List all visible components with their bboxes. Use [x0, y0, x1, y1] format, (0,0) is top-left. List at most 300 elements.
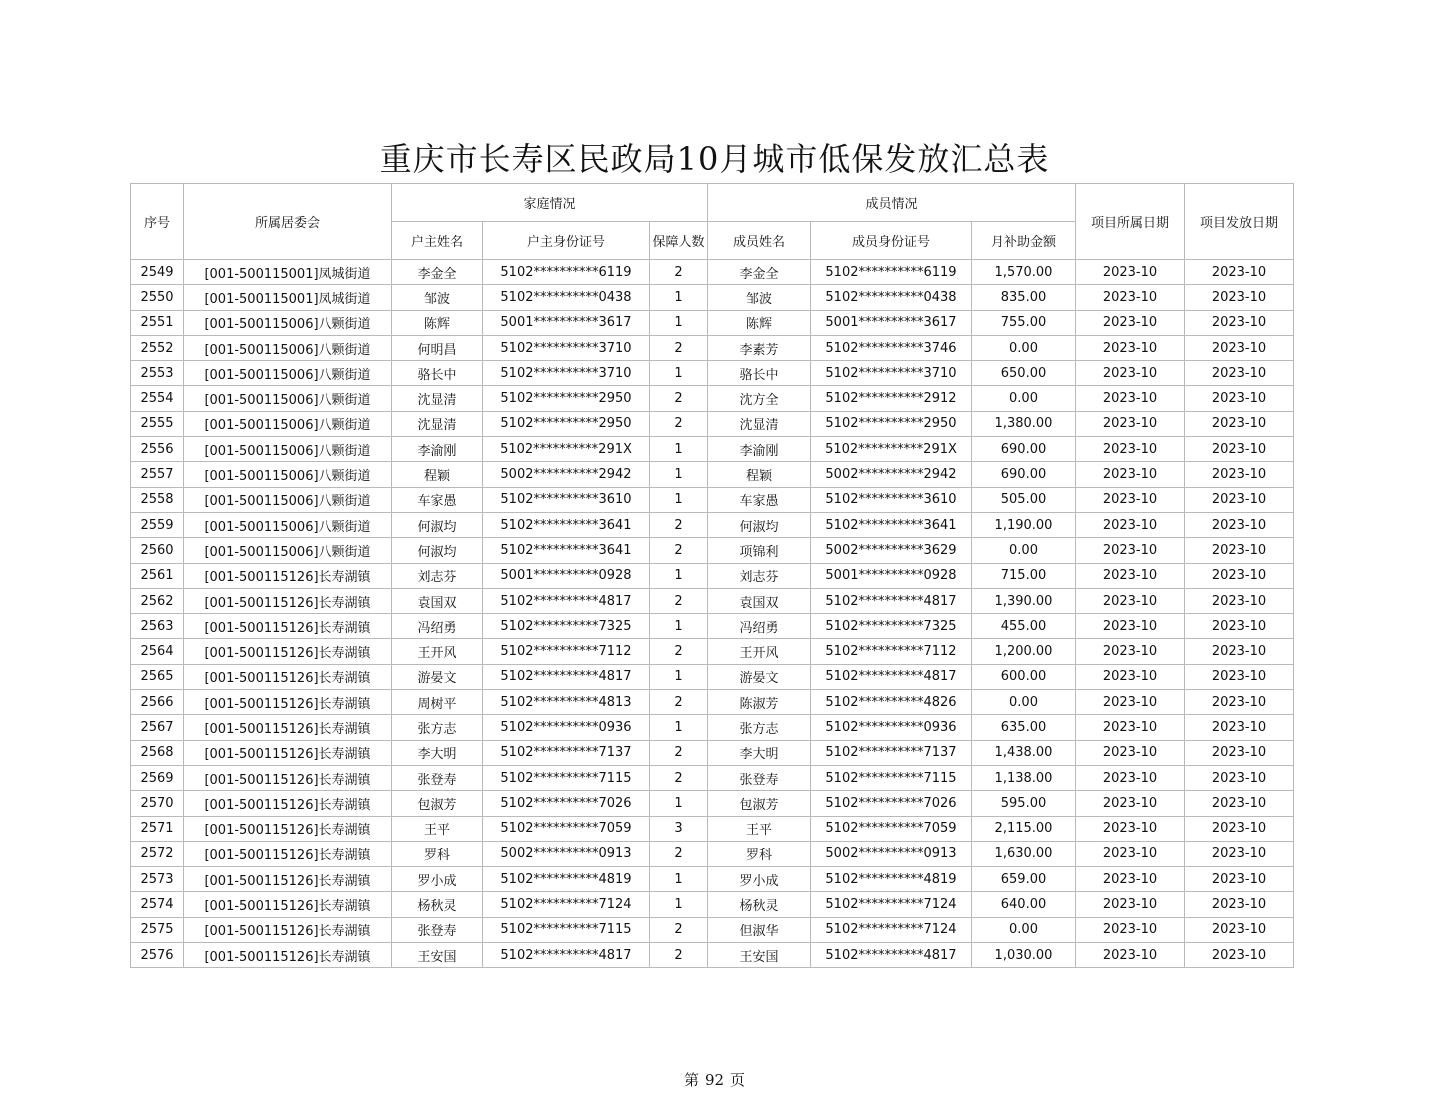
cell-committee: [001-500115126]长寿湖镇 — [184, 588, 392, 613]
cell-member-id: 5001**********3617 — [811, 310, 972, 335]
cell-monthly-amount: 455.00 — [972, 614, 1076, 639]
cell-head-name: 袁国双 — [392, 588, 483, 613]
cell-monthly-amount: 690.00 — [972, 462, 1076, 487]
cell-member-id: 5002**********3629 — [811, 538, 972, 563]
cell-monthly-amount: 0.00 — [972, 917, 1076, 942]
table-row — [131, 917, 1294, 942]
cell-committee: [001-500115126]长寿湖镇 — [184, 690, 392, 715]
cell-member-id: 5102**********7325 — [811, 614, 972, 639]
cell-belong-date: 2023-10 — [1076, 664, 1185, 689]
table-row — [131, 816, 1294, 841]
cell-member-id: 5102**********2950 — [811, 411, 972, 436]
cell-belong-date: 2023-10 — [1076, 310, 1185, 335]
cell-head-id: 5102**********7112 — [483, 639, 650, 664]
cell-monthly-amount: 1,190.00 — [972, 512, 1076, 537]
cell-head-id: 5102**********4817 — [483, 943, 650, 968]
table-row — [131, 386, 1294, 411]
cell-insured-count: 2 — [650, 411, 708, 436]
cell-member-name: 陈淑芳 — [708, 690, 811, 715]
header-member-name: 成员姓名 — [708, 222, 811, 260]
cell-monthly-amount: 1,138.00 — [972, 765, 1076, 790]
cell-member-id: 5102**********7115 — [811, 765, 972, 790]
cell-member-name: 程颖 — [708, 462, 811, 487]
cell-monthly-amount: 755.00 — [972, 310, 1076, 335]
cell-member-id: 5102**********0936 — [811, 715, 972, 740]
cell-seq: 2572 — [131, 841, 184, 866]
cell-member-id: 5102**********291X — [811, 437, 972, 462]
cell-committee: [001-500115006]八颗街道 — [184, 512, 392, 537]
cell-insured-count: 1 — [650, 664, 708, 689]
cell-seq: 2566 — [131, 690, 184, 715]
cell-insured-count: 2 — [650, 841, 708, 866]
table-row — [131, 487, 1294, 512]
cell-belong-date: 2023-10 — [1076, 437, 1185, 462]
cell-monthly-amount: 640.00 — [972, 892, 1076, 917]
cell-committee: [001-500115006]八颗街道 — [184, 310, 392, 335]
cell-belong-date: 2023-10 — [1076, 285, 1185, 310]
cell-committee: [001-500115001]凤城街道 — [184, 285, 392, 310]
cell-belong-date: 2023-10 — [1076, 411, 1185, 436]
cell-insured-count: 2 — [650, 538, 708, 563]
table-row — [131, 639, 1294, 664]
cell-member-name: 杨秋灵 — [708, 892, 811, 917]
cell-seq: 2564 — [131, 639, 184, 664]
cell-member-name: 骆长中 — [708, 361, 811, 386]
cell-committee: [001-500115006]八颗街道 — [184, 487, 392, 512]
cell-head-id: 5102**********3641 — [483, 538, 650, 563]
cell-insured-count: 1 — [650, 437, 708, 462]
cell-member-name: 王安国 — [708, 943, 811, 968]
cell-member-name: 沈显清 — [708, 411, 811, 436]
cell-issue-date: 2023-10 — [1185, 563, 1294, 588]
cell-issue-date: 2023-10 — [1185, 512, 1294, 537]
table-row — [131, 310, 1294, 335]
cell-committee: [001-500115126]长寿湖镇 — [184, 892, 392, 917]
cell-member-id: 5102**********7026 — [811, 791, 972, 816]
page-number: 92 — [704, 1071, 725, 1089]
cell-seq: 2555 — [131, 411, 184, 436]
cell-head-name: 游晏文 — [392, 664, 483, 689]
cell-monthly-amount: 600.00 — [972, 664, 1076, 689]
cell-seq: 2570 — [131, 791, 184, 816]
cell-insured-count: 3 — [650, 816, 708, 841]
cell-committee: [001-500115126]长寿湖镇 — [184, 943, 392, 968]
cell-member-name: 沈方全 — [708, 386, 811, 411]
cell-committee: [001-500115126]长寿湖镇 — [184, 867, 392, 892]
cell-committee: [001-500115126]长寿湖镇 — [184, 563, 392, 588]
header-head-id: 户主身份证号 — [483, 222, 650, 260]
cell-member-name: 张方志 — [708, 715, 811, 740]
table-row — [131, 614, 1294, 639]
cell-issue-date: 2023-10 — [1185, 639, 1294, 664]
cell-monthly-amount: 635.00 — [972, 715, 1076, 740]
cell-member-id: 5102**********3746 — [811, 335, 972, 360]
cell-head-name: 罗小成 — [392, 867, 483, 892]
cell-insured-count: 1 — [650, 791, 708, 816]
header-committee: 所属居委会 — [184, 184, 392, 260]
cell-issue-date: 2023-10 — [1185, 285, 1294, 310]
cell-member-name: 包淑芳 — [708, 791, 811, 816]
cell-belong-date: 2023-10 — [1076, 639, 1185, 664]
table-row — [131, 462, 1294, 487]
cell-issue-date: 2023-10 — [1185, 917, 1294, 942]
cell-head-name: 包淑芳 — [392, 791, 483, 816]
cell-head-id: 5102**********3610 — [483, 487, 650, 512]
cell-issue-date: 2023-10 — [1185, 588, 1294, 613]
cell-member-name: 王开风 — [708, 639, 811, 664]
cell-head-name: 李渝刚 — [392, 437, 483, 462]
cell-head-name: 刘志芬 — [392, 563, 483, 588]
cell-issue-date: 2023-10 — [1185, 740, 1294, 765]
cell-insured-count: 1 — [650, 310, 708, 335]
cell-committee: [001-500115126]长寿湖镇 — [184, 816, 392, 841]
cell-member-id: 5102**********7124 — [811, 917, 972, 942]
cell-head-id: 5102**********2950 — [483, 411, 650, 436]
cell-insured-count: 1 — [650, 892, 708, 917]
cell-head-name: 何淑均 — [392, 538, 483, 563]
cell-monthly-amount: 1,570.00 — [972, 260, 1076, 285]
cell-issue-date: 2023-10 — [1185, 361, 1294, 386]
table-row — [131, 867, 1294, 892]
cell-issue-date: 2023-10 — [1185, 892, 1294, 917]
cell-belong-date: 2023-10 — [1076, 386, 1185, 411]
cell-member-name: 罗小成 — [708, 867, 811, 892]
cell-seq: 2561 — [131, 563, 184, 588]
table-row — [131, 740, 1294, 765]
cell-monthly-amount: 835.00 — [972, 285, 1076, 310]
cell-member-id: 5102**********4826 — [811, 690, 972, 715]
cell-monthly-amount: 1,380.00 — [972, 411, 1076, 436]
cell-member-name: 冯绍勇 — [708, 614, 811, 639]
cell-insured-count: 2 — [650, 917, 708, 942]
page-footer — [0, 1069, 1429, 1090]
cell-insured-count: 2 — [650, 588, 708, 613]
cell-head-id: 5102**********0438 — [483, 285, 650, 310]
header-seq: 序号 — [131, 184, 184, 260]
cell-belong-date: 2023-10 — [1076, 487, 1185, 512]
cell-seq: 2550 — [131, 285, 184, 310]
table-row — [131, 260, 1294, 285]
cell-issue-date: 2023-10 — [1185, 715, 1294, 740]
cell-issue-date: 2023-10 — [1185, 335, 1294, 360]
cell-belong-date: 2023-10 — [1076, 791, 1185, 816]
cell-head-name: 张方志 — [392, 715, 483, 740]
cell-issue-date: 2023-10 — [1185, 614, 1294, 639]
table-row — [131, 841, 1294, 866]
cell-belong-date: 2023-10 — [1076, 740, 1185, 765]
cell-member-name: 张登寿 — [708, 765, 811, 790]
cell-insured-count: 2 — [650, 943, 708, 968]
cell-head-id: 5102**********2950 — [483, 386, 650, 411]
cell-head-name: 王平 — [392, 816, 483, 841]
cell-insured-count: 1 — [650, 867, 708, 892]
cell-committee: [001-500115126]长寿湖镇 — [184, 791, 392, 816]
table-row — [131, 892, 1294, 917]
cell-member-name: 李金全 — [708, 260, 811, 285]
cell-belong-date: 2023-10 — [1076, 462, 1185, 487]
cell-member-id: 5001**********0928 — [811, 563, 972, 588]
cell-head-name: 李大明 — [392, 740, 483, 765]
cell-monthly-amount: 595.00 — [972, 791, 1076, 816]
cell-belong-date: 2023-10 — [1076, 841, 1185, 866]
cell-seq: 2569 — [131, 765, 184, 790]
allowance-summary-table — [130, 183, 1294, 968]
cell-seq: 2557 — [131, 462, 184, 487]
cell-committee: [001-500115126]长寿湖镇 — [184, 765, 392, 790]
cell-insured-count: 1 — [650, 614, 708, 639]
cell-member-id: 5102**********4819 — [811, 867, 972, 892]
cell-monthly-amount: 690.00 — [972, 437, 1076, 462]
cell-head-id: 5102**********4813 — [483, 690, 650, 715]
cell-committee: [001-500115006]八颗街道 — [184, 538, 392, 563]
cell-head-name: 周树平 — [392, 690, 483, 715]
cell-belong-date: 2023-10 — [1076, 816, 1185, 841]
cell-seq: 2552 — [131, 335, 184, 360]
cell-seq: 2556 — [131, 437, 184, 462]
cell-issue-date: 2023-10 — [1185, 690, 1294, 715]
cell-seq: 2563 — [131, 614, 184, 639]
cell-committee: [001-500115126]长寿湖镇 — [184, 841, 392, 866]
cell-belong-date: 2023-10 — [1076, 690, 1185, 715]
header-head-name: 户主姓名 — [392, 222, 483, 260]
cell-insured-count: 2 — [650, 386, 708, 411]
cell-monthly-amount: 0.00 — [972, 538, 1076, 563]
cell-member-name: 但淑华 — [708, 917, 811, 942]
cell-member-name: 王平 — [708, 816, 811, 841]
cell-head-id: 5102**********291X — [483, 437, 650, 462]
cell-member-name: 袁国双 — [708, 588, 811, 613]
cell-head-name: 冯绍勇 — [392, 614, 483, 639]
table-row — [131, 512, 1294, 537]
cell-insured-count: 1 — [650, 487, 708, 512]
table-row — [131, 664, 1294, 689]
cell-head-id: 5002**********0913 — [483, 841, 650, 866]
cell-belong-date: 2023-10 — [1076, 512, 1185, 537]
cell-issue-date: 2023-10 — [1185, 791, 1294, 816]
cell-head-name: 何明昌 — [392, 335, 483, 360]
cell-head-id: 5102**********4817 — [483, 588, 650, 613]
cell-member-name: 李素芳 — [708, 335, 811, 360]
cell-head-id: 5102**********7115 — [483, 765, 650, 790]
table-row — [131, 588, 1294, 613]
cell-head-name: 车家愚 — [392, 487, 483, 512]
cell-insured-count: 1 — [650, 361, 708, 386]
cell-issue-date: 2023-10 — [1185, 386, 1294, 411]
cell-monthly-amount: 1,200.00 — [972, 639, 1076, 664]
table-row — [131, 563, 1294, 588]
cell-seq: 2551 — [131, 310, 184, 335]
cell-member-id: 5102**********4817 — [811, 943, 972, 968]
table-row — [131, 538, 1294, 563]
cell-insured-count: 2 — [650, 639, 708, 664]
cell-monthly-amount: 650.00 — [972, 361, 1076, 386]
cell-belong-date: 2023-10 — [1076, 538, 1185, 563]
cell-committee: [001-500115126]长寿湖镇 — [184, 664, 392, 689]
cell-member-id: 5102**********3610 — [811, 487, 972, 512]
cell-belong-date: 2023-10 — [1076, 917, 1185, 942]
cell-head-name: 罗科 — [392, 841, 483, 866]
cell-issue-date: 2023-10 — [1185, 462, 1294, 487]
cell-seq: 2559 — [131, 512, 184, 537]
cell-member-id: 5102**********4817 — [811, 588, 972, 613]
cell-head-id: 5102**********6119 — [483, 260, 650, 285]
cell-head-name: 邹波 — [392, 285, 483, 310]
cell-member-id: 5102**********4817 — [811, 664, 972, 689]
cell-issue-date: 2023-10 — [1185, 841, 1294, 866]
cell-head-id: 5102**********0936 — [483, 715, 650, 740]
cell-committee: [001-500115006]八颗街道 — [184, 437, 392, 462]
header-belong-date: 项目所属日期 — [1076, 184, 1185, 260]
cell-insured-count: 2 — [650, 512, 708, 537]
cell-head-name: 杨秋灵 — [392, 892, 483, 917]
cell-member-id: 5002**********0913 — [811, 841, 972, 866]
cell-monthly-amount: 0.00 — [972, 335, 1076, 360]
cell-head-name: 王开风 — [392, 639, 483, 664]
cell-committee: [001-500115126]长寿湖镇 — [184, 740, 392, 765]
cell-seq: 2571 — [131, 816, 184, 841]
cell-issue-date: 2023-10 — [1185, 310, 1294, 335]
cell-member-name: 车家愚 — [708, 487, 811, 512]
cell-monthly-amount: 659.00 — [972, 867, 1076, 892]
cell-issue-date: 2023-10 — [1185, 943, 1294, 968]
cell-committee: [001-500115006]八颗街道 — [184, 462, 392, 487]
cell-issue-date: 2023-10 — [1185, 487, 1294, 512]
cell-member-id: 5102**********2912 — [811, 386, 972, 411]
cell-seq: 2567 — [131, 715, 184, 740]
cell-monthly-amount: 715.00 — [972, 563, 1076, 588]
cell-member-name: 李渝刚 — [708, 437, 811, 462]
cell-committee: [001-500115001]凤城街道 — [184, 260, 392, 285]
cell-head-name: 陈辉 — [392, 310, 483, 335]
cell-head-name: 张登寿 — [392, 765, 483, 790]
cell-head-id: 5102**********7026 — [483, 791, 650, 816]
header-monthly-amount: 月补助金额 — [972, 222, 1076, 260]
table-row — [131, 943, 1294, 968]
cell-belong-date: 2023-10 — [1076, 943, 1185, 968]
cell-member-id: 5102**********6119 — [811, 260, 972, 285]
cell-member-id: 5102**********7112 — [811, 639, 972, 664]
table-row — [131, 285, 1294, 310]
cell-belong-date: 2023-10 — [1076, 867, 1185, 892]
cell-issue-date: 2023-10 — [1185, 867, 1294, 892]
cell-head-id: 5102**********3710 — [483, 335, 650, 360]
cell-head-name: 程颖 — [392, 462, 483, 487]
cell-member-name: 李大明 — [708, 740, 811, 765]
cell-member-name: 项锦利 — [708, 538, 811, 563]
cell-insured-count: 1 — [650, 563, 708, 588]
cell-monthly-amount: 0.00 — [972, 386, 1076, 411]
cell-belong-date: 2023-10 — [1076, 765, 1185, 790]
table-row — [131, 437, 1294, 462]
cell-committee: [001-500115126]长寿湖镇 — [184, 917, 392, 942]
cell-issue-date: 2023-10 — [1185, 538, 1294, 563]
cell-belong-date: 2023-10 — [1076, 892, 1185, 917]
cell-head-name: 沈显清 — [392, 411, 483, 436]
cell-head-id: 5102**********7115 — [483, 917, 650, 942]
cell-head-name: 李金全 — [392, 260, 483, 285]
cell-head-id: 5102**********4817 — [483, 664, 650, 689]
cell-insured-count: 2 — [650, 765, 708, 790]
table-row — [131, 690, 1294, 715]
table-row — [131, 335, 1294, 360]
cell-insured-count: 2 — [650, 690, 708, 715]
cell-head-id: 5102**********3710 — [483, 361, 650, 386]
table-header — [131, 184, 1294, 260]
cell-seq: 2549 — [131, 260, 184, 285]
cell-seq: 2558 — [131, 487, 184, 512]
cell-member-id: 5102**********3710 — [811, 361, 972, 386]
cell-insured-count: 1 — [650, 715, 708, 740]
cell-belong-date: 2023-10 — [1076, 260, 1185, 285]
cell-head-id: 5001**********0928 — [483, 563, 650, 588]
cell-belong-date: 2023-10 — [1076, 715, 1185, 740]
cell-member-id: 5102**********0438 — [811, 285, 972, 310]
cell-member-id: 5102**********3641 — [811, 512, 972, 537]
cell-member-id: 5102**********7137 — [811, 740, 972, 765]
page-title: 重庆市长寿区民政局10月城市低保发放汇总表 — [379, 140, 1050, 178]
cell-belong-date: 2023-10 — [1076, 588, 1185, 613]
cell-member-name: 何淑均 — [708, 512, 811, 537]
cell-belong-date: 2023-10 — [1076, 563, 1185, 588]
cell-head-name: 骆长中 — [392, 361, 483, 386]
cell-head-name: 沈显清 — [392, 386, 483, 411]
cell-monthly-amount: 2,115.00 — [972, 816, 1076, 841]
cell-seq: 2576 — [131, 943, 184, 968]
cell-committee: [001-500115006]八颗街道 — [184, 361, 392, 386]
cell-belong-date: 2023-10 — [1076, 361, 1185, 386]
cell-insured-count: 2 — [650, 740, 708, 765]
table-row — [131, 715, 1294, 740]
cell-monthly-amount: 1,390.00 — [972, 588, 1076, 613]
cell-monthly-amount: 1,438.00 — [972, 740, 1076, 765]
cell-head-id: 5102**********7325 — [483, 614, 650, 639]
cell-member-id: 5002**********2942 — [811, 462, 972, 487]
header-insured-count: 保障人数 — [650, 222, 708, 260]
header-member-group: 成员情况 — [708, 184, 1076, 222]
cell-committee: [001-500115006]八颗街道 — [184, 411, 392, 436]
cell-member-id: 5102**********7124 — [811, 892, 972, 917]
cell-member-name: 邹波 — [708, 285, 811, 310]
cell-issue-date: 2023-10 — [1185, 765, 1294, 790]
page-prefix: 第 — [683, 1071, 699, 1089]
cell-member-name: 刘志芬 — [708, 563, 811, 588]
cell-member-id: 5102**********7059 — [811, 816, 972, 841]
cell-issue-date: 2023-10 — [1185, 411, 1294, 436]
cell-head-id: 5002**********2942 — [483, 462, 650, 487]
cell-head-id: 5102**********7059 — [483, 816, 650, 841]
cell-belong-date: 2023-10 — [1076, 614, 1185, 639]
cell-head-id: 5102**********4819 — [483, 867, 650, 892]
cell-head-id: 5102**********3641 — [483, 512, 650, 537]
cell-head-id: 5001**********3617 — [483, 310, 650, 335]
cell-member-name: 游晏文 — [708, 664, 811, 689]
table-row — [131, 361, 1294, 386]
cell-issue-date: 2023-10 — [1185, 664, 1294, 689]
cell-issue-date: 2023-10 — [1185, 816, 1294, 841]
cell-seq: 2575 — [131, 917, 184, 942]
cell-seq: 2574 — [131, 892, 184, 917]
cell-committee: [001-500115126]长寿湖镇 — [184, 639, 392, 664]
cell-seq: 2553 — [131, 361, 184, 386]
page-suffix: 页 — [730, 1071, 746, 1089]
cell-seq: 2573 — [131, 867, 184, 892]
cell-seq: 2568 — [131, 740, 184, 765]
cell-committee: [001-500115126]长寿湖镇 — [184, 614, 392, 639]
table-row — [131, 791, 1294, 816]
cell-seq: 2560 — [131, 538, 184, 563]
cell-issue-date: 2023-10 — [1185, 260, 1294, 285]
cell-monthly-amount: 1,630.00 — [972, 841, 1076, 866]
